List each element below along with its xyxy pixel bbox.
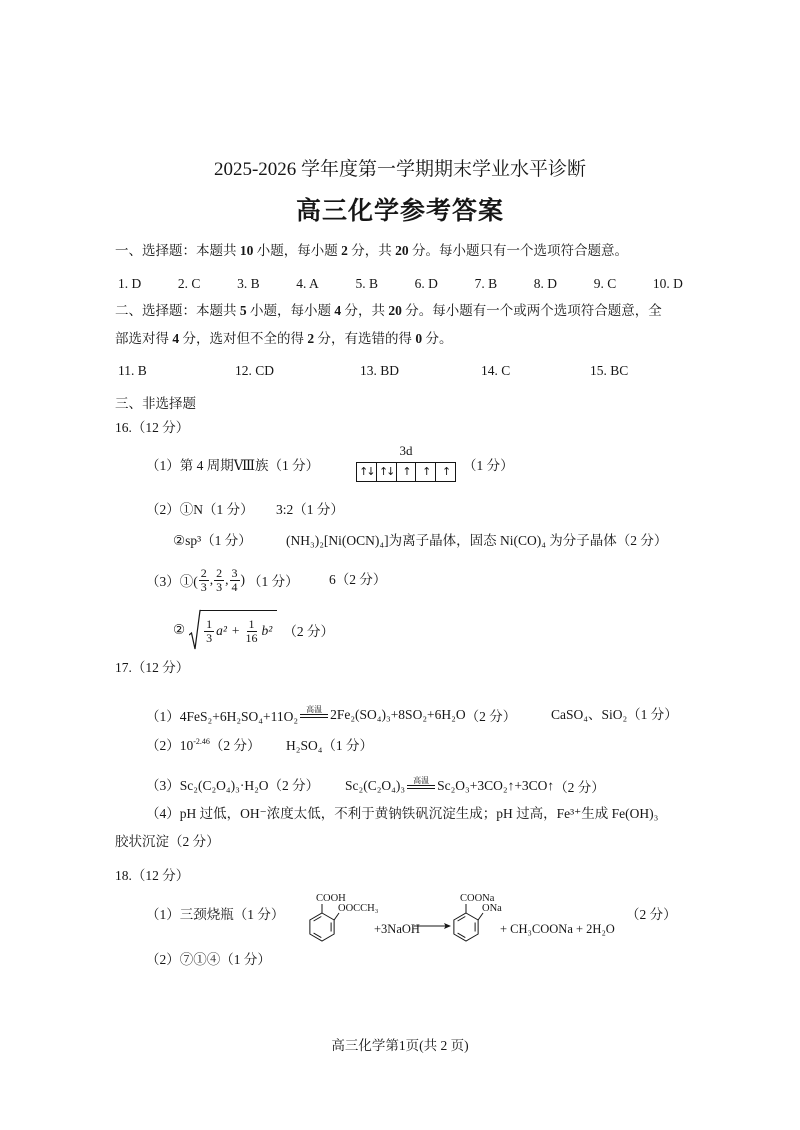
numerator: 1 <box>206 616 213 631</box>
full-credit-points: 4 <box>172 331 180 346</box>
instruction-text: 分，共 <box>347 243 396 258</box>
score: （2 分） <box>626 907 677 922</box>
carboxylate-group-label: COONa <box>460 893 495 904</box>
condition-text: 高温 <box>306 704 323 714</box>
denominator: 16 <box>245 630 258 645</box>
q16-part2-answer-d: (NH₃)₂[Ni(OCN)₄]为离子晶体，固态 Ni(CO)₄ 为分子晶体（2 分） <box>286 533 668 548</box>
answer-item: 3. B <box>237 276 260 291</box>
denominator: 4 <box>231 579 238 594</box>
wrong-answer-points: 0 <box>415 331 423 346</box>
benzene-ring-icon <box>310 904 339 941</box>
double-line <box>300 714 328 718</box>
q17-part2-answer-a <box>146 737 261 755</box>
page-footer: 高三化学第1页(共 2 页) <box>331 1038 469 1053</box>
term-b-squared: b² <box>261 623 273 638</box>
instruction-text: 分，共 <box>341 303 389 318</box>
section-1-instructions <box>115 242 628 260</box>
instruction-text: 分，选对但不全的得 <box>179 331 308 346</box>
q17-part4-answer-line-2: 胶状沉淀（2 分） <box>115 834 220 849</box>
q17-part4-answer-line-1: （4）pH 过低，OH⁻浓度太低，不利于黄钠铁矾沉淀生成；pH 过高，Fe³⁺生成 Fe(OH)₃ <box>146 806 659 821</box>
ester-group-label: OOCCH₃ <box>338 903 379 914</box>
coordinate-prefix: （3）①( <box>146 574 198 589</box>
denominator: 3 <box>206 630 213 645</box>
score: （2 分） <box>209 738 261 753</box>
comma: , <box>225 572 229 587</box>
instruction-text: 分，有选错的得 <box>314 331 416 346</box>
question-count: 5 <box>239 303 247 318</box>
score: （2 分） <box>283 624 334 639</box>
points-per-question: 2 <box>341 243 348 258</box>
term-a-squared: a² <box>216 623 227 638</box>
equation-products: 2Fe₂(SO₄)₃+8SO₂+6H₂O <box>330 707 466 722</box>
square-root <box>189 609 277 651</box>
q17-part2-answer-b: H₂SO₄（1 分） <box>286 738 374 753</box>
equation-reactants: （1）4FeS₂+6H₂SO₄+11O₂ <box>146 709 299 724</box>
answer-item: 5. B <box>355 276 378 291</box>
q18-part2-answer: （2）⑦①④（1 分） <box>146 952 271 967</box>
exponent: -2.46 <box>193 737 210 746</box>
q16-part3-coordinates <box>146 563 299 597</box>
denominator: 3 <box>200 579 207 594</box>
answer-item: 7. B <box>474 276 498 291</box>
exam-title: 2025-2026 学年度第一学期期末学业水平诊断 <box>213 159 587 180</box>
reaction-condition <box>407 776 435 789</box>
answer-item: 13. BD <box>360 363 400 378</box>
orbital-box: ↑ <box>397 463 417 481</box>
instruction-text: 小题，每小题 <box>246 303 335 318</box>
fraction <box>204 618 214 645</box>
answer-item: 10. D <box>652 276 683 291</box>
q17-part1-answer-b: CaSO₄、SiO₂（1 分） <box>551 707 678 722</box>
answer-item: 12. CD <box>235 363 275 378</box>
instruction-text: 部选对得 <box>115 331 173 346</box>
instruction-text: 小题，每小题 <box>253 243 342 258</box>
radical-sign-icon <box>189 609 201 651</box>
question-18-heading: 18.（12 分） <box>115 868 190 883</box>
points-per-question: 4 <box>334 303 342 318</box>
numerator: 2 <box>200 565 207 580</box>
instruction-text: 二、选择题：本题共 <box>115 303 240 318</box>
equation-products: Sc₂O₃+3CO₂↑+3CO↑ <box>437 778 555 793</box>
fraction <box>244 618 260 645</box>
q16-part2-answer-c: ②sp³（1 分） <box>173 533 252 548</box>
radicand <box>201 610 277 651</box>
total-points: 20 <box>388 303 402 318</box>
fraction <box>199 567 209 594</box>
plus-operator: + <box>231 623 240 638</box>
coordinate-suffix: ) <box>240 572 245 587</box>
q18-part1-answer: （1）三颈烧瓶（1 分） <box>146 907 285 922</box>
score: （2 分） <box>554 780 605 795</box>
orbital-label: 3d <box>399 443 413 458</box>
condition-text: 高温 <box>413 775 430 785</box>
denominator: 3 <box>216 579 223 594</box>
phenoxide-group-label: ONa <box>482 903 502 914</box>
power-base: （2）10 <box>146 738 194 753</box>
orbital-box: ↑ <box>416 463 436 481</box>
double-line <box>407 785 435 789</box>
q16-part2-answer-b: 3:2（1 分） <box>276 502 344 517</box>
numerator: 2 <box>216 565 223 580</box>
product-structure <box>444 888 514 948</box>
q16-part3-distance-formula <box>173 607 334 653</box>
section-1-answers <box>118 275 683 293</box>
orbital-box: ↑ <box>441 465 450 478</box>
answer-item: 4. A <box>296 276 319 291</box>
orbital-box: ↑↓ <box>357 463 377 481</box>
section-2-instructions-line-2 <box>115 330 453 348</box>
section-2-instructions-line-1 <box>115 302 662 320</box>
section-2-answers <box>0 362 800 380</box>
reaction-condition <box>300 705 328 718</box>
aspirin-structure <box>300 888 386 948</box>
answer-item: 11. B <box>118 363 147 378</box>
score: （2 分） <box>465 709 517 724</box>
answer-item: 14. C <box>481 363 511 378</box>
instruction-text: 一、选择题：本题共 <box>115 243 240 258</box>
orbital-boxes <box>356 462 456 482</box>
answer-item: 1. D <box>118 276 142 291</box>
q16-part1-answer: （1）第 4 周期Ⅷ族（1 分） <box>146 458 320 473</box>
q17-part3-equation <box>345 774 605 798</box>
question-17-heading: 17.（12 分） <box>115 660 190 675</box>
q16-part3-answer-b: 6（2 分） <box>329 572 387 587</box>
q16-part2-answer-a: （2）①N（1 分） <box>146 502 254 517</box>
equation-reactants: Sc₂(C₂O₄)₃ <box>345 778 406 793</box>
question-16-heading: 16.（12 分） <box>115 420 190 435</box>
partial-credit-points: 2 <box>307 331 315 346</box>
answer-item: 8. D <box>533 276 558 291</box>
score: （1 分） <box>248 574 299 589</box>
comma: , <box>209 572 214 587</box>
answer-item: 15. BC <box>590 363 629 378</box>
circled-marker: ② <box>173 622 186 637</box>
instruction-text: 分。每小题只有一个选项符合题意。 <box>408 243 628 258</box>
byproducts: + CH₃COONa + 2H₂O <box>500 922 615 936</box>
q17-part3-answer-a: （3）Sc₂(C₂O₄)₃·H₂O（2 分） <box>146 778 320 793</box>
instruction-text: 分。每小题有一个或两个选项符合题意，全 <box>401 303 662 318</box>
carboxyl-group-label: COOH <box>316 893 346 904</box>
orbital-diagram-3d <box>356 443 456 482</box>
answer-key-title: 高三化学参考答案 <box>295 198 504 225</box>
numerator: 1 <box>248 616 255 631</box>
q17-part1-equation <box>146 703 516 727</box>
benzene-ring-icon <box>454 904 483 941</box>
instruction-text: 分。 <box>422 331 453 346</box>
numerator: 3 <box>231 565 238 580</box>
question-count: 10 <box>239 243 254 258</box>
total-points: 20 <box>395 243 409 258</box>
reagent: +3NaOH <box>374 922 420 936</box>
q16-part1-orbital-score: （1 分） <box>463 458 514 473</box>
section-3-heading: 三、非选择题 <box>115 396 196 411</box>
answer-item: 2. C <box>177 276 201 291</box>
answer-item: 6. D <box>414 276 438 291</box>
fraction <box>214 567 224 594</box>
orbital-box: ↑↓ <box>377 463 397 481</box>
fraction <box>230 567 240 594</box>
answer-item: 9. C <box>593 276 617 291</box>
